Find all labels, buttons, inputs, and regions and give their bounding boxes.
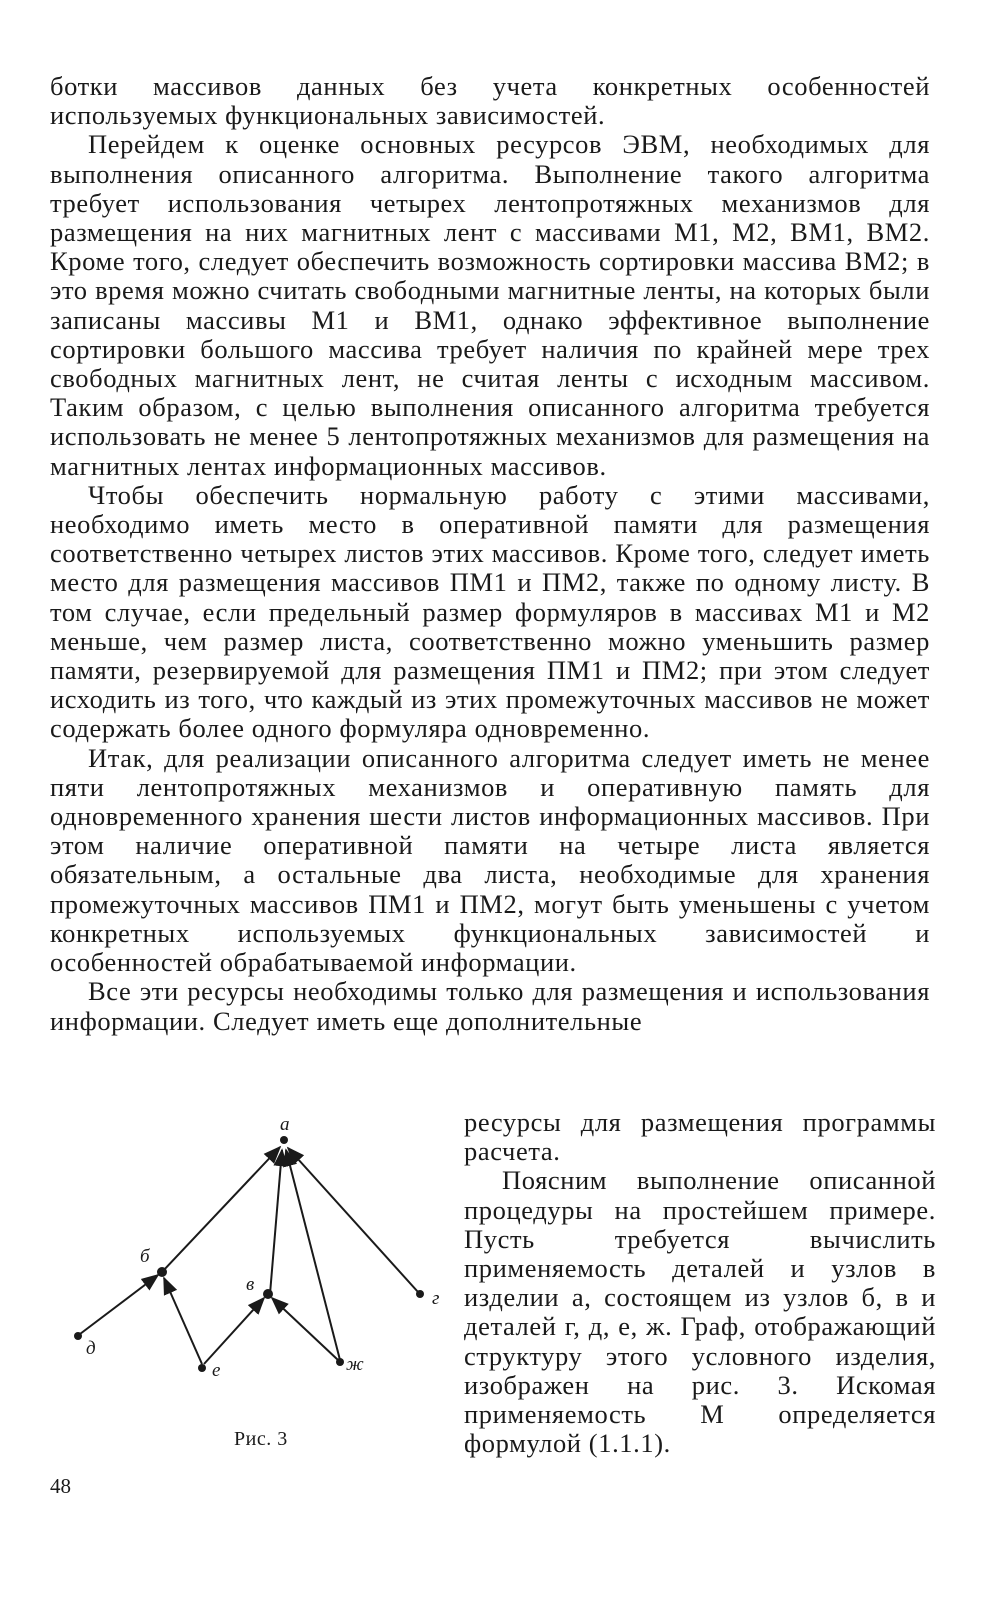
paragraph-2: Перейдем к оценке основных ресурсов ЭВМ, необходимых для выполнения описанного алгоритма. Выполнение такого алгоритма требует использования четырех лентопротяжных механизмов для размещения на них магнитных лент с массивами М1, М2, ВМ1, ВМ2. Кроме того, следует обеспечить возможность сортировки массива ВМ2; в это время можно считать свободными магнитные ленты, на которых были записаны массивы М1 и ВМ1, однако эффективное выполнение сортировки большого массива требует наличия по крайней мере трех свободных магнитных лент, не считая ленты с исходным массивом. Таким образом, с целью выполнения описанного алгоритма требуется использовать не менее 5 лентопротяжных механизмов для размещения на магнитных лентах информационных массивов. [50, 129, 930, 481]
node-e [198, 1364, 206, 1372]
paragraph-3: Чтобы обеспечить нормальную работу с этими массивами, необходимо иметь место в оперативной памяти для размещения соответственно четырех листов этих массивов. Кроме того, следует иметь место для размещения массивов ПМ1 и ПМ2, также по одному листу. В том случае, если предельный размер формуляров в массивах М1 и М2 меньше, чем размер листа, соответственно можно уменьшить размер памяти, резервируемой для размещения ПМ1 и ПМ2; при этом следует исходить из того, что каждый из этих промежуточных массивов не может содержать более одного формуляра одновременно. [50, 479, 930, 744]
side-paragraph-2: Поясним выполнение описанной процедуры на простейшем примере. Пусть требуется вычислить применяемость деталей и узлов в изделии а, состоящем из узлов б, в и деталей г, д, е, ж. Граф, отображающий структуру этого условного изделия, изображен на рис. 3. Искомая применяемость М определяется формулой (1.1.1). [464, 1165, 936, 1459]
label-v: в [246, 1274, 255, 1295]
edge-zh-a [286, 1150, 340, 1360]
paragraph-1: ботки массивов данных без учета конкретных особенностей используемых функциональных зависимостей. [50, 71, 930, 131]
side-paragraph-1: ресурсы для размещения программы расчета. [464, 1107, 936, 1167]
page-number: 48 [50, 1474, 71, 1498]
edge-g-a [288, 1148, 418, 1292]
node-v [263, 1289, 273, 1299]
label-a: а [280, 1114, 290, 1135]
node-b [157, 1267, 167, 1277]
product-structure-graph [60, 1112, 460, 1472]
node-d [74, 1332, 82, 1340]
side-text [464, 1108, 936, 1458]
label-b: б [140, 1246, 150, 1267]
figure-caption: Рис. 3 [234, 1428, 288, 1450]
label-d: д [86, 1338, 96, 1359]
paragraph-5: Все эти ресурсы необходимы только для размещения и использования информации. Следует иметь еще дополнительные [50, 976, 930, 1036]
paragraph-4: Итак, для реализации описанного алгоритма следует иметь не менее пяти лентопротяжных механизмов и оперативную память для одновременного хранения шести листов информационных массивов. При этом наличие оперативной памяти на четыре листа является обязательным, а остальные два листа, необходимые для хранения промежуточных массивов ПМ1 и ПМ2, могут быть уменьшены с учетом конкретных используемых функциональных зависимостей и особенностей обрабатываемой информации. [50, 742, 930, 978]
edge-v-a [270, 1150, 282, 1294]
label-g: г [432, 1288, 440, 1309]
label-zh: ж [346, 1354, 364, 1375]
edge-d-b [80, 1275, 158, 1334]
node-zh [336, 1358, 344, 1366]
label-e: е [212, 1360, 221, 1381]
node-a [280, 1136, 288, 1144]
main-text [50, 72, 930, 1036]
edge-zh-v [272, 1298, 338, 1360]
figure-3-graph [60, 1112, 460, 1472]
edge-e-v [204, 1298, 264, 1364]
edge-b-a [162, 1147, 280, 1272]
node-g [416, 1290, 424, 1298]
edge-e-b [164, 1278, 202, 1364]
